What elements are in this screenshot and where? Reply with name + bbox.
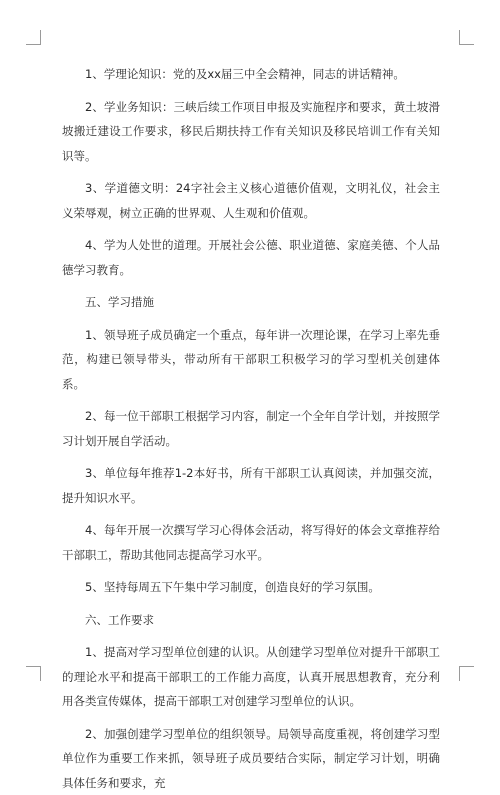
measure-4: 4、每年开展一次撰写学习心得体会活动，将写得好的体会文章推荐给干部职工，帮助其他同志提高学习水平。: [62, 518, 440, 567]
measure-3: 3、单位每年推荐1-2本好书，所有干部职工认真阅读，并加强交流，提升知识水平。: [62, 461, 440, 510]
crop-mark-top-left: [26, 30, 41, 45]
requirement-1: 1、提高对学习型单位创建的认识。从创建学习型单位对提升干部职工的理论水平和提高干部职工的工作能力高度，认真开展思想教育，充分利用各类宣传媒体，提高干部职工对创建学习型单位的认识。: [62, 640, 440, 714]
requirement-2: 2、加强创建学习型单位的组织领导。局领导高度重视，将创建学习型单位作为重要工作来抓，领导班子成员要结合实际，制定学习计划，明确具体任务和要求，充: [62, 722, 440, 795]
item-2-business: 2、学业务知识：三峡后续工作项目申报及实施程序和要求，黄土坡滑坡搬迁建设工作要求，移民后期扶持工作有关知识及移民培训工作有关知识等。: [62, 95, 440, 169]
item-3-morality: 3、学道德文明：24字社会主义核心道德价值观，文明礼仪，社会主义荣辱观，树立正确的世界观、人生观和价值观。: [62, 176, 440, 225]
measure-2: 2、每一位干部职工根据学习内容，制定一个全年自学计划，并按照学习计划开展自学活动。: [62, 404, 440, 453]
crop-mark-bottom-left: [26, 666, 41, 681]
crop-mark-bottom-right: [459, 666, 474, 681]
section-6-heading: 六、工作要求: [62, 608, 440, 633]
item-4-conduct: 4、学为人处世的道理。开展社会公德、职业道德、家庭美德、个人品德学习教育。: [62, 233, 440, 282]
measure-1: 1、领导班子成员确定一个重点，每年讲一次理论课，在学习上率先垂范，构建已领导带头，带动所有干部职工积极学习的学习型机关创建体系。: [62, 323, 440, 397]
measure-5: 5、坚持每周五下午集中学习制度，创造良好的学习氛围。: [62, 575, 440, 600]
item-1-theory: 1、学理论知识：党的及xx届三中全会精神，同志的讲话精神。: [62, 62, 440, 87]
section-5-heading: 五、学习措施: [62, 290, 440, 315]
document-body: [62, 62, 440, 795]
crop-mark-top-right: [459, 30, 474, 45]
